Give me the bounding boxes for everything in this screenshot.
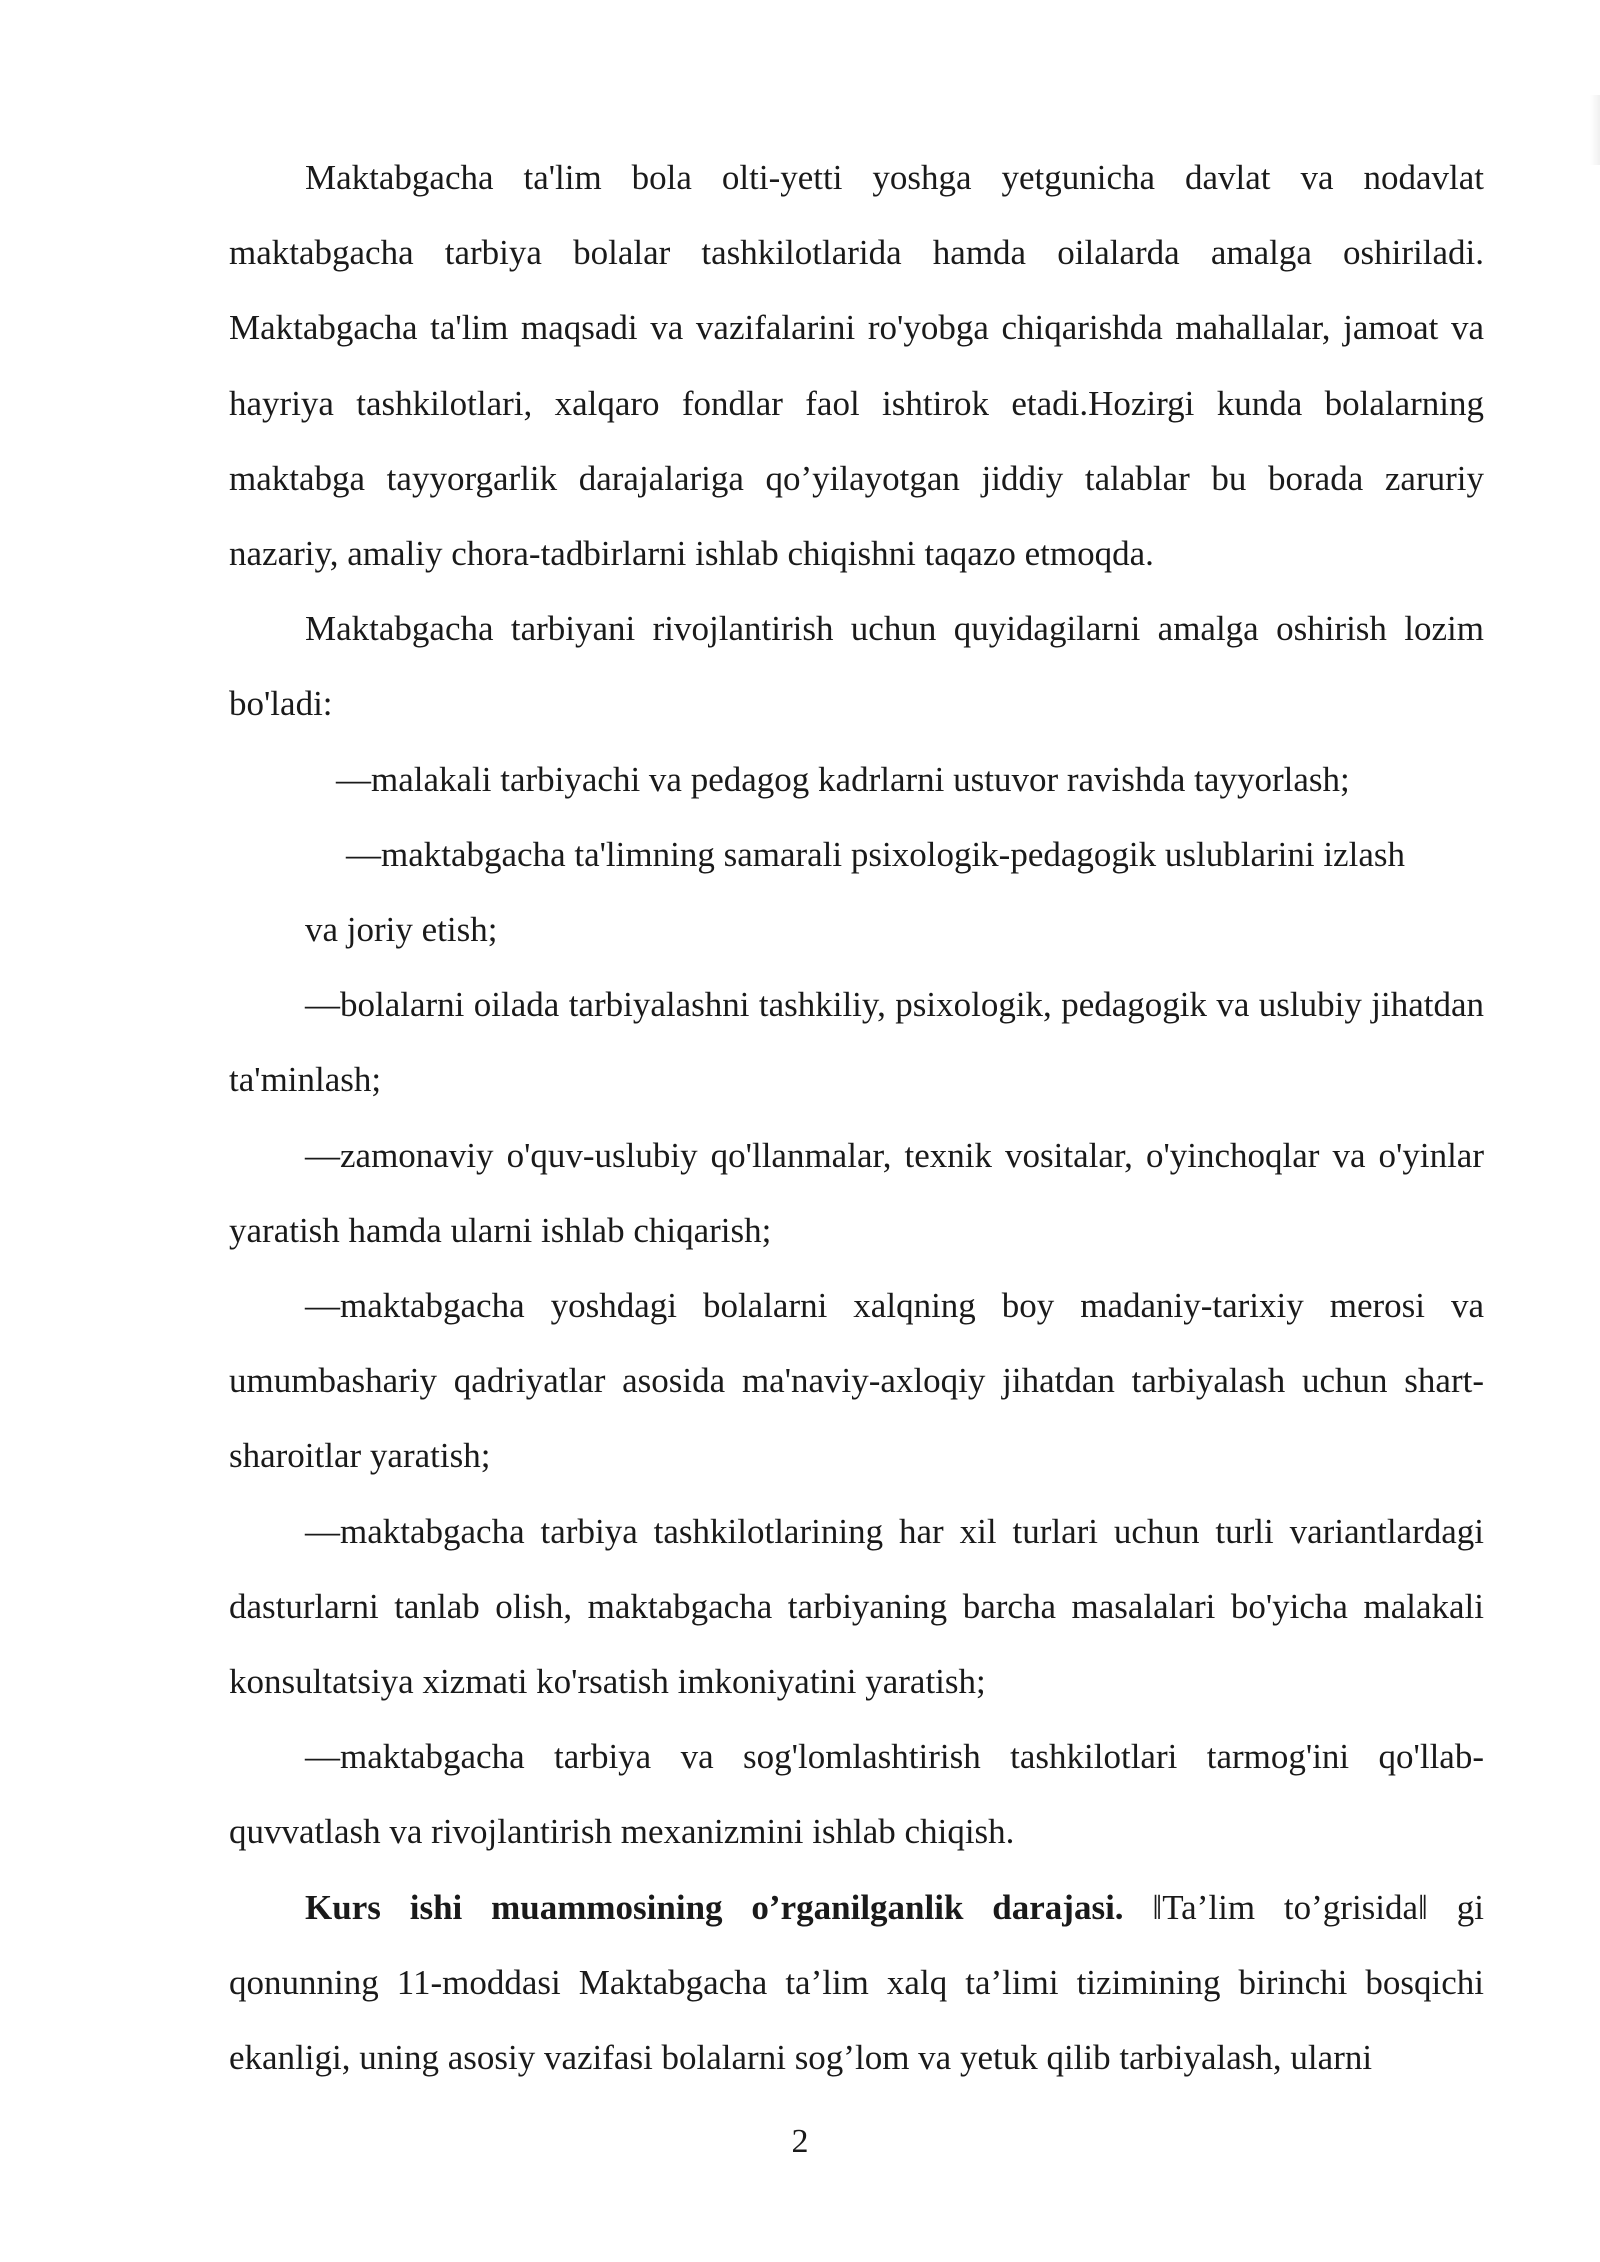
list-item-continuation: va joriy etish;	[305, 910, 498, 950]
list-item	[229, 967, 1484, 1117]
list-item-text: maktabgacha ta'limning samarali psixologik-pedagogik uslublarini izlash	[381, 834, 1405, 874]
list-item	[229, 742, 1484, 817]
page-edge-shadow	[1590, 95, 1600, 165]
list-item-text: maktabgacha tarbiya tashkilotlarining har xil turlari uchun turli variantlardagi dasturlarni tanlab olish, maktabgacha tarbiyaning barcha masalalari bo'yicha malakali konsultatsiya xizmati ko'rsatish imkoniyatini yaratish;	[229, 1511, 1484, 1702]
section-heading: Kurs ishi muammosining o’rganilganlik darajasi.	[305, 1887, 1124, 1927]
dash-bullet: —	[336, 759, 371, 799]
dash-bullet: —	[346, 834, 381, 874]
paragraph-lead-in: Maktabgacha tarbiyani rivojlantirish uchun quyidagilarni amalga oshirish lozim bo'ladi:	[229, 609, 1484, 724]
list-item-text: malakali tarbiyachi va pedagog kadrlarni ustuvor ravishda tayyorlash;	[371, 759, 1350, 799]
dash-bullet: —	[305, 985, 340, 1025]
dash-bullet: —	[305, 1737, 340, 1777]
list-item-text: zamonaviy o'quv-uslubiy qo'llanmalar, texnik vositalar, o'yinchoqlar va o'yinlar yaratish hamda ularni ishlab chiqarish;	[229, 1135, 1484, 1250]
dash-bullet: —	[305, 1135, 340, 1175]
page-number: 2	[791, 2123, 809, 2160]
list-item	[229, 1719, 1484, 1869]
section-text: ‖Ta’lim to’grisida‖ gi qonunning 11-moddasi Maktabgacha ta’lim xalq ta’limi tizimining birinchi bosqichi ekanligi, uning asosiy vazifasi bolalarni sog’lom va yetuk qilib tarbiyalash, ularni	[229, 1887, 1484, 2078]
body-text	[229, 140, 1484, 2095]
section-paragraph	[229, 1870, 1484, 2096]
list-item-text: maktabgacha yoshdagi bolalarni xalqning boy madaniy-tarixiy merosi va umumbashariy qadriyatlar asosida ma'naviy-axloqiy jihatdan tarbiyalash uchun shart-sharoitlar yaratish;	[229, 1286, 1484, 1476]
list-item	[229, 1494, 1484, 1720]
list-item	[229, 1268, 1484, 1494]
dash-bullet: —	[305, 1286, 340, 1326]
dash-bullet: —	[305, 1511, 340, 1551]
list-item-text: bolalarni oilada tarbiyalashni tashkiliy, psixologik, pedagogik va uslubiy jihatdan ta'minlash;	[229, 985, 1484, 1100]
list-item	[229, 1118, 1484, 1268]
list-item	[229, 817, 1484, 892]
list-item-text: maktabgacha tarbiya va sog'lomlashtirish tashkilotlari tarmog'ini qo'llab-quvvatlash va rivojlantirish mexanizmini ishlab chiqish.	[229, 1737, 1484, 1852]
paragraph-intro: Maktabgacha ta'lim bola olti-yetti yoshga yetgunicha davlat va nodavlat maktabgacha tarbiya bolalar tashkilotlarida hamda oilalarda amalga oshiriladi. Maktabgacha ta'lim maqsadi va vazifalarini ro'yobga chiqarishda mahallalar, jamoat va hayriya tashkilotlari, xalqaro fondlar faol ishtirok etadi.Hozirgi kunda bolalarning maktabga tayyorgarlik darajalariga qo’yilayotgan jiddiy talablar bu borada zaruriy nazariy, amaliy chora-tadbirlarni ishlab chiqishni taqazo etmoqda.	[229, 158, 1484, 574]
